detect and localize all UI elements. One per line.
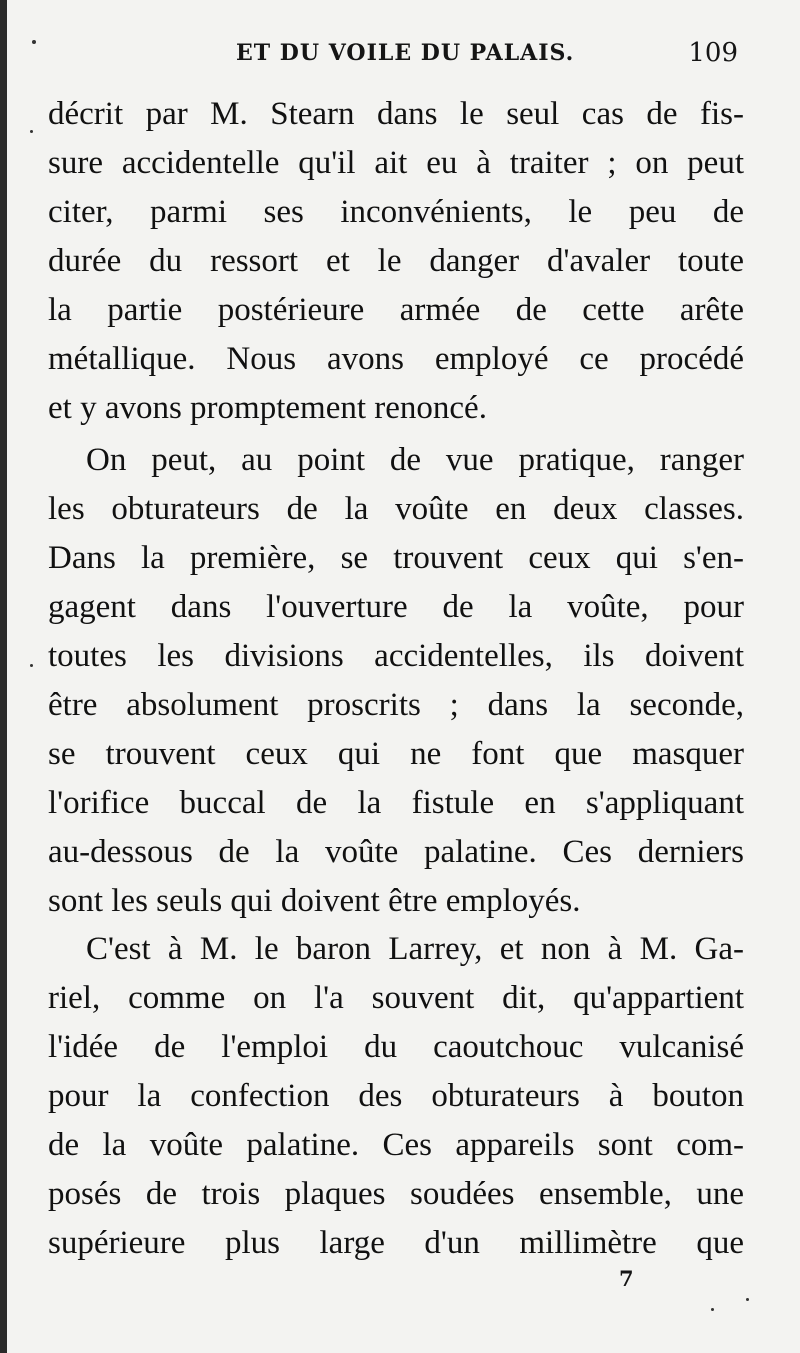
running-title: ET DU VOILE DU PALAIS. (236, 40, 575, 66)
text-line: et y avons promptement renoncé. (48, 390, 487, 426)
text-line: les obturateurs de la voûte en deux classes. (48, 491, 744, 527)
ink-speck (711, 1308, 714, 1311)
ink-speck (30, 130, 33, 133)
page-number: 109 (688, 38, 738, 68)
text-line: citer, parmi ses inconvénients, le peu de (48, 194, 744, 230)
ink-speck (30, 664, 33, 667)
text-line: toutes les divisions accidentelles, ils doivent (48, 638, 744, 674)
text-line: sure accidentelle qu'il ait eu à traiter ; on peut (48, 145, 744, 181)
text-line: Dans la première, se trouvent ceux qui s'en- (48, 540, 744, 576)
paragraph-first-line: On peut, au point de vue pratique, ranger (86, 442, 744, 478)
ink-speck (746, 1298, 749, 1301)
text-line: l'orifice buccal de la fistule en s'appliquant (48, 785, 744, 821)
text-line: supérieure plus large d'un millimètre que (48, 1225, 744, 1261)
text-line: pour la confection des obturateurs à bouton (48, 1078, 744, 1114)
text-line: posés de trois plaques soudées ensemble, une (48, 1176, 744, 1212)
text-line: au-dessous de la voûte palatine. Ces derniers (48, 834, 744, 870)
paragraph-first-line: C'est à M. le baron Larrey, et non à M. Ga- (86, 931, 744, 967)
text-line: la partie postérieure armée de cette arête (48, 292, 744, 328)
ink-speck (32, 40, 36, 44)
running-header (48, 36, 744, 76)
text-line: se trouvent ceux qui ne font que masquer (48, 736, 744, 772)
page-edge-shadow (0, 0, 7, 1353)
text-line: sont les seuls qui doivent être employés. (48, 883, 581, 919)
text-line: durée du ressort et le danger d'avaler toute (48, 243, 744, 279)
text-line: métallique. Nous avons employé ce procédé (48, 341, 744, 377)
text-line: de la voûte palatine. Ces appareils sont com- (48, 1127, 744, 1163)
text-line: l'idée de l'emploi du caoutchouc vulcanisé (48, 1029, 744, 1065)
text-line: être absolument proscrits ; dans la seconde, (48, 687, 744, 723)
signature-mark: 7 (619, 1266, 634, 1291)
text-line: riel, comme on l'a souvent dit, qu'appartient (48, 980, 744, 1016)
text-line: gagent dans l'ouverture de la voûte, pour (48, 589, 744, 625)
text-line: décrit par M. Stearn dans le seul cas de fis- (48, 96, 744, 132)
